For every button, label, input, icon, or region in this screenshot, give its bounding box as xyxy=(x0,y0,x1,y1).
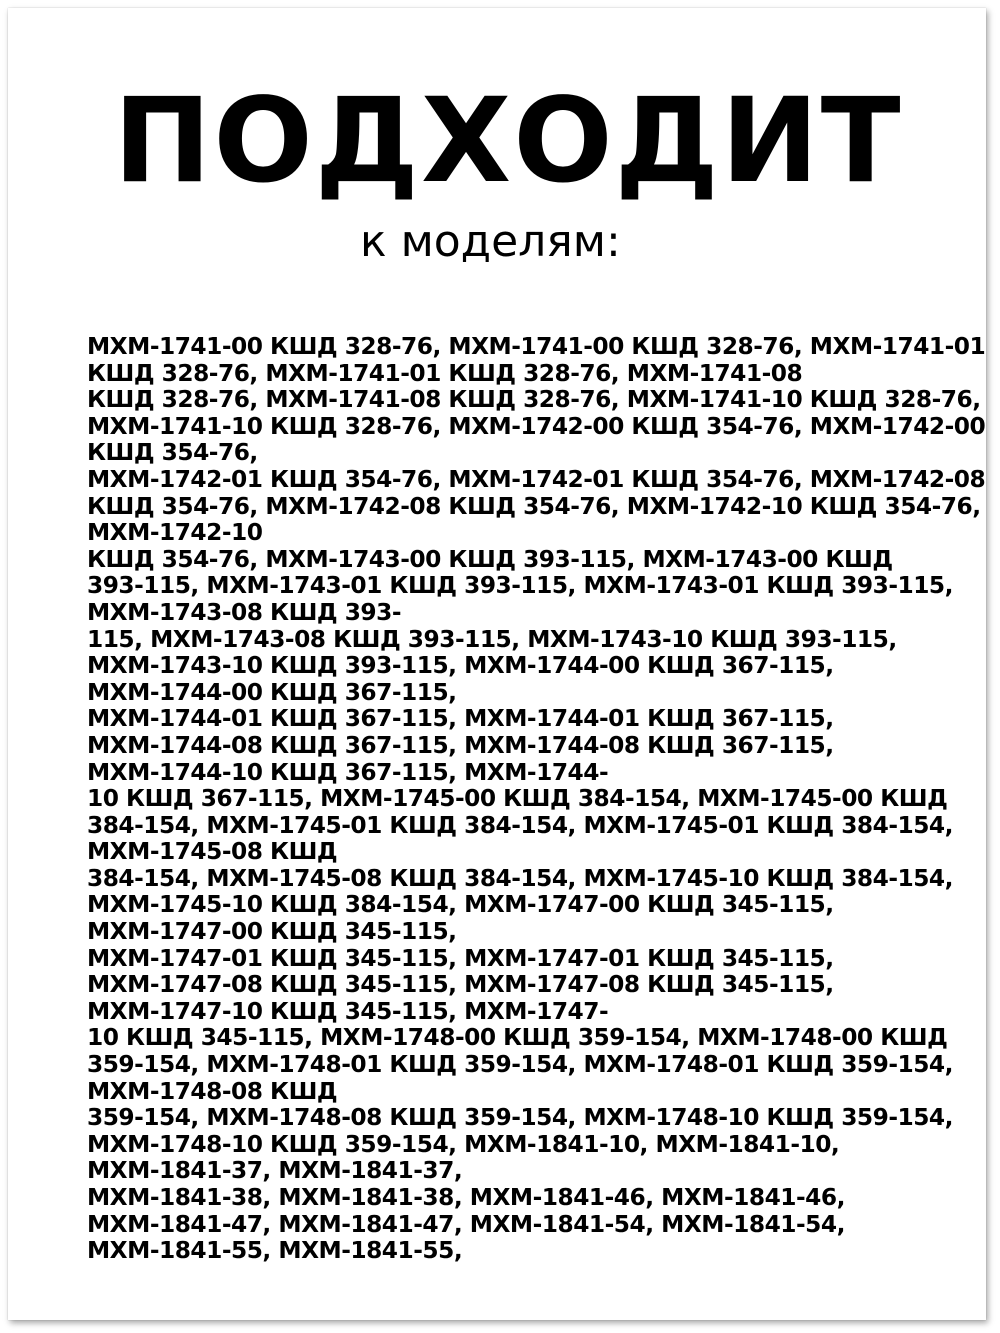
models-line: КШД 354-76, xyxy=(87,439,258,467)
models-line: МХМ-1744-08 КШД 367-115, МХМ-1744-08 КШД 367-115, xyxy=(87,731,834,759)
models-line: 384-154, МХМ-1745-08 КШД 384-154, МХМ-1745-10 КШД 384-154, xyxy=(87,864,953,892)
models-line: 115, МХМ-1743-08 КШД 393-115, МХМ-1743-10 КШД 393-115, xyxy=(87,625,897,653)
models-line: МХМ-1747-08 КШД 345-115, МХМ-1747-08 КШД 345-115, xyxy=(87,971,834,999)
page-title: ПОДХОДИТ xyxy=(113,72,903,209)
models-line: МХМ-1744-01 КШД 367-115, МХМ-1744-01 КШД 367-115, xyxy=(87,705,834,733)
models-line: МХМ-1744-00 КШД 367-115, xyxy=(87,678,457,706)
models-line: МХМ-1841-38, МХМ-1841-38, МХМ-1841-46, МХМ-1841-46, xyxy=(87,1184,845,1211)
models-line: МХМ-1744-10 КШД 367-115, МХМ-1744- xyxy=(87,758,609,786)
models-line: МХМ-1747-01 КШД 345-115, МХМ-1747-01 КШД 345-115, xyxy=(87,944,834,972)
models-line: 359-154, МХМ-1748-01 КШД 359-154, МХМ-1748-01 КШД 359-154, xyxy=(87,1051,953,1079)
models-line: КШД 328-76, МХМ-1741-08 КШД 328-76, МХМ-1741-10 КШД 328-76, xyxy=(87,386,981,414)
models-line: МХМ-1742-10 xyxy=(87,519,263,547)
models-line: МХМ-1748-08 КШД xyxy=(87,1077,338,1105)
models-list xyxy=(87,333,986,1265)
models-line: МХМ-1841-47, МХМ-1841-47, МХМ-1841-54, МХМ-1841-54, xyxy=(87,1210,845,1238)
document-card xyxy=(8,8,986,1320)
models-line: МХМ-1742-01 КШД 354-76, МХМ-1742-01 КШД 354-76, МХМ-1742-08 xyxy=(87,465,986,493)
models-line: 393-115, МХМ-1743-01 КШД 393-115, МХМ-1743-01 КШД 393-115, xyxy=(87,572,953,600)
models-line: 384-154, МХМ-1745-01 КШД 384-154, МХМ-1745-01 КШД 384-154, xyxy=(87,811,953,839)
models-line: МХМ-1741-00 КШД 328-76, МХМ-1741-00 КШД 328-76, МХМ-1741-01 xyxy=(87,333,986,360)
models-line: МХМ-1748-10 КШД 359-154, МХМ-1841-10, МХМ-1841-10, xyxy=(87,1130,840,1158)
models-line: КШД 354-76, МХМ-1742-08 КШД 354-76, МХМ-1742-10 КШД 354-76, xyxy=(87,492,981,520)
models-line: МХМ-1841-55, МХМ-1841-55, xyxy=(87,1237,463,1265)
models-line: МХМ-1745-08 КШД xyxy=(87,838,338,866)
models-line: 10 КШД 345-115, МХМ-1748-00 КШД 359-154, МХМ-1748-00 КШД xyxy=(87,1024,948,1052)
models-line: КШД 354-76, МХМ-1743-00 КШД 393-115, МХМ-1743-00 КШД xyxy=(87,545,893,573)
models-line: МХМ-1841-37, МХМ-1841-37, xyxy=(87,1157,463,1185)
models-line: КШД 328-76, МХМ-1741-01 КШД 328-76, МХМ-1741-08 xyxy=(87,359,803,387)
models-line: МХМ-1741-10 КШД 328-76, МХМ-1742-00 КШД 354-76, МХМ-1742-00 xyxy=(87,412,986,440)
models-line: МХМ-1747-00 КШД 345-115, xyxy=(87,918,457,946)
models-line: МХМ-1745-10 КШД 384-154, МХМ-1747-00 КШД 345-115, xyxy=(87,891,834,919)
models-line: МХМ-1743-08 КШД 393- xyxy=(87,598,402,626)
page-subtitle: к моделям: xyxy=(360,216,621,267)
models-line: МХМ-1747-10 КШД 345-115, МХМ-1747- xyxy=(87,997,609,1025)
models-line: МХМ-1743-10 КШД 393-115, МХМ-1744-00 КШД 367-115, xyxy=(87,652,834,680)
models-line: 359-154, МХМ-1748-08 КШД 359-154, МХМ-1748-10 КШД 359-154, xyxy=(87,1104,953,1132)
models-line: 10 КШД 367-115, МХМ-1745-00 КШД 384-154, МХМ-1745-00 КШД xyxy=(87,785,948,813)
